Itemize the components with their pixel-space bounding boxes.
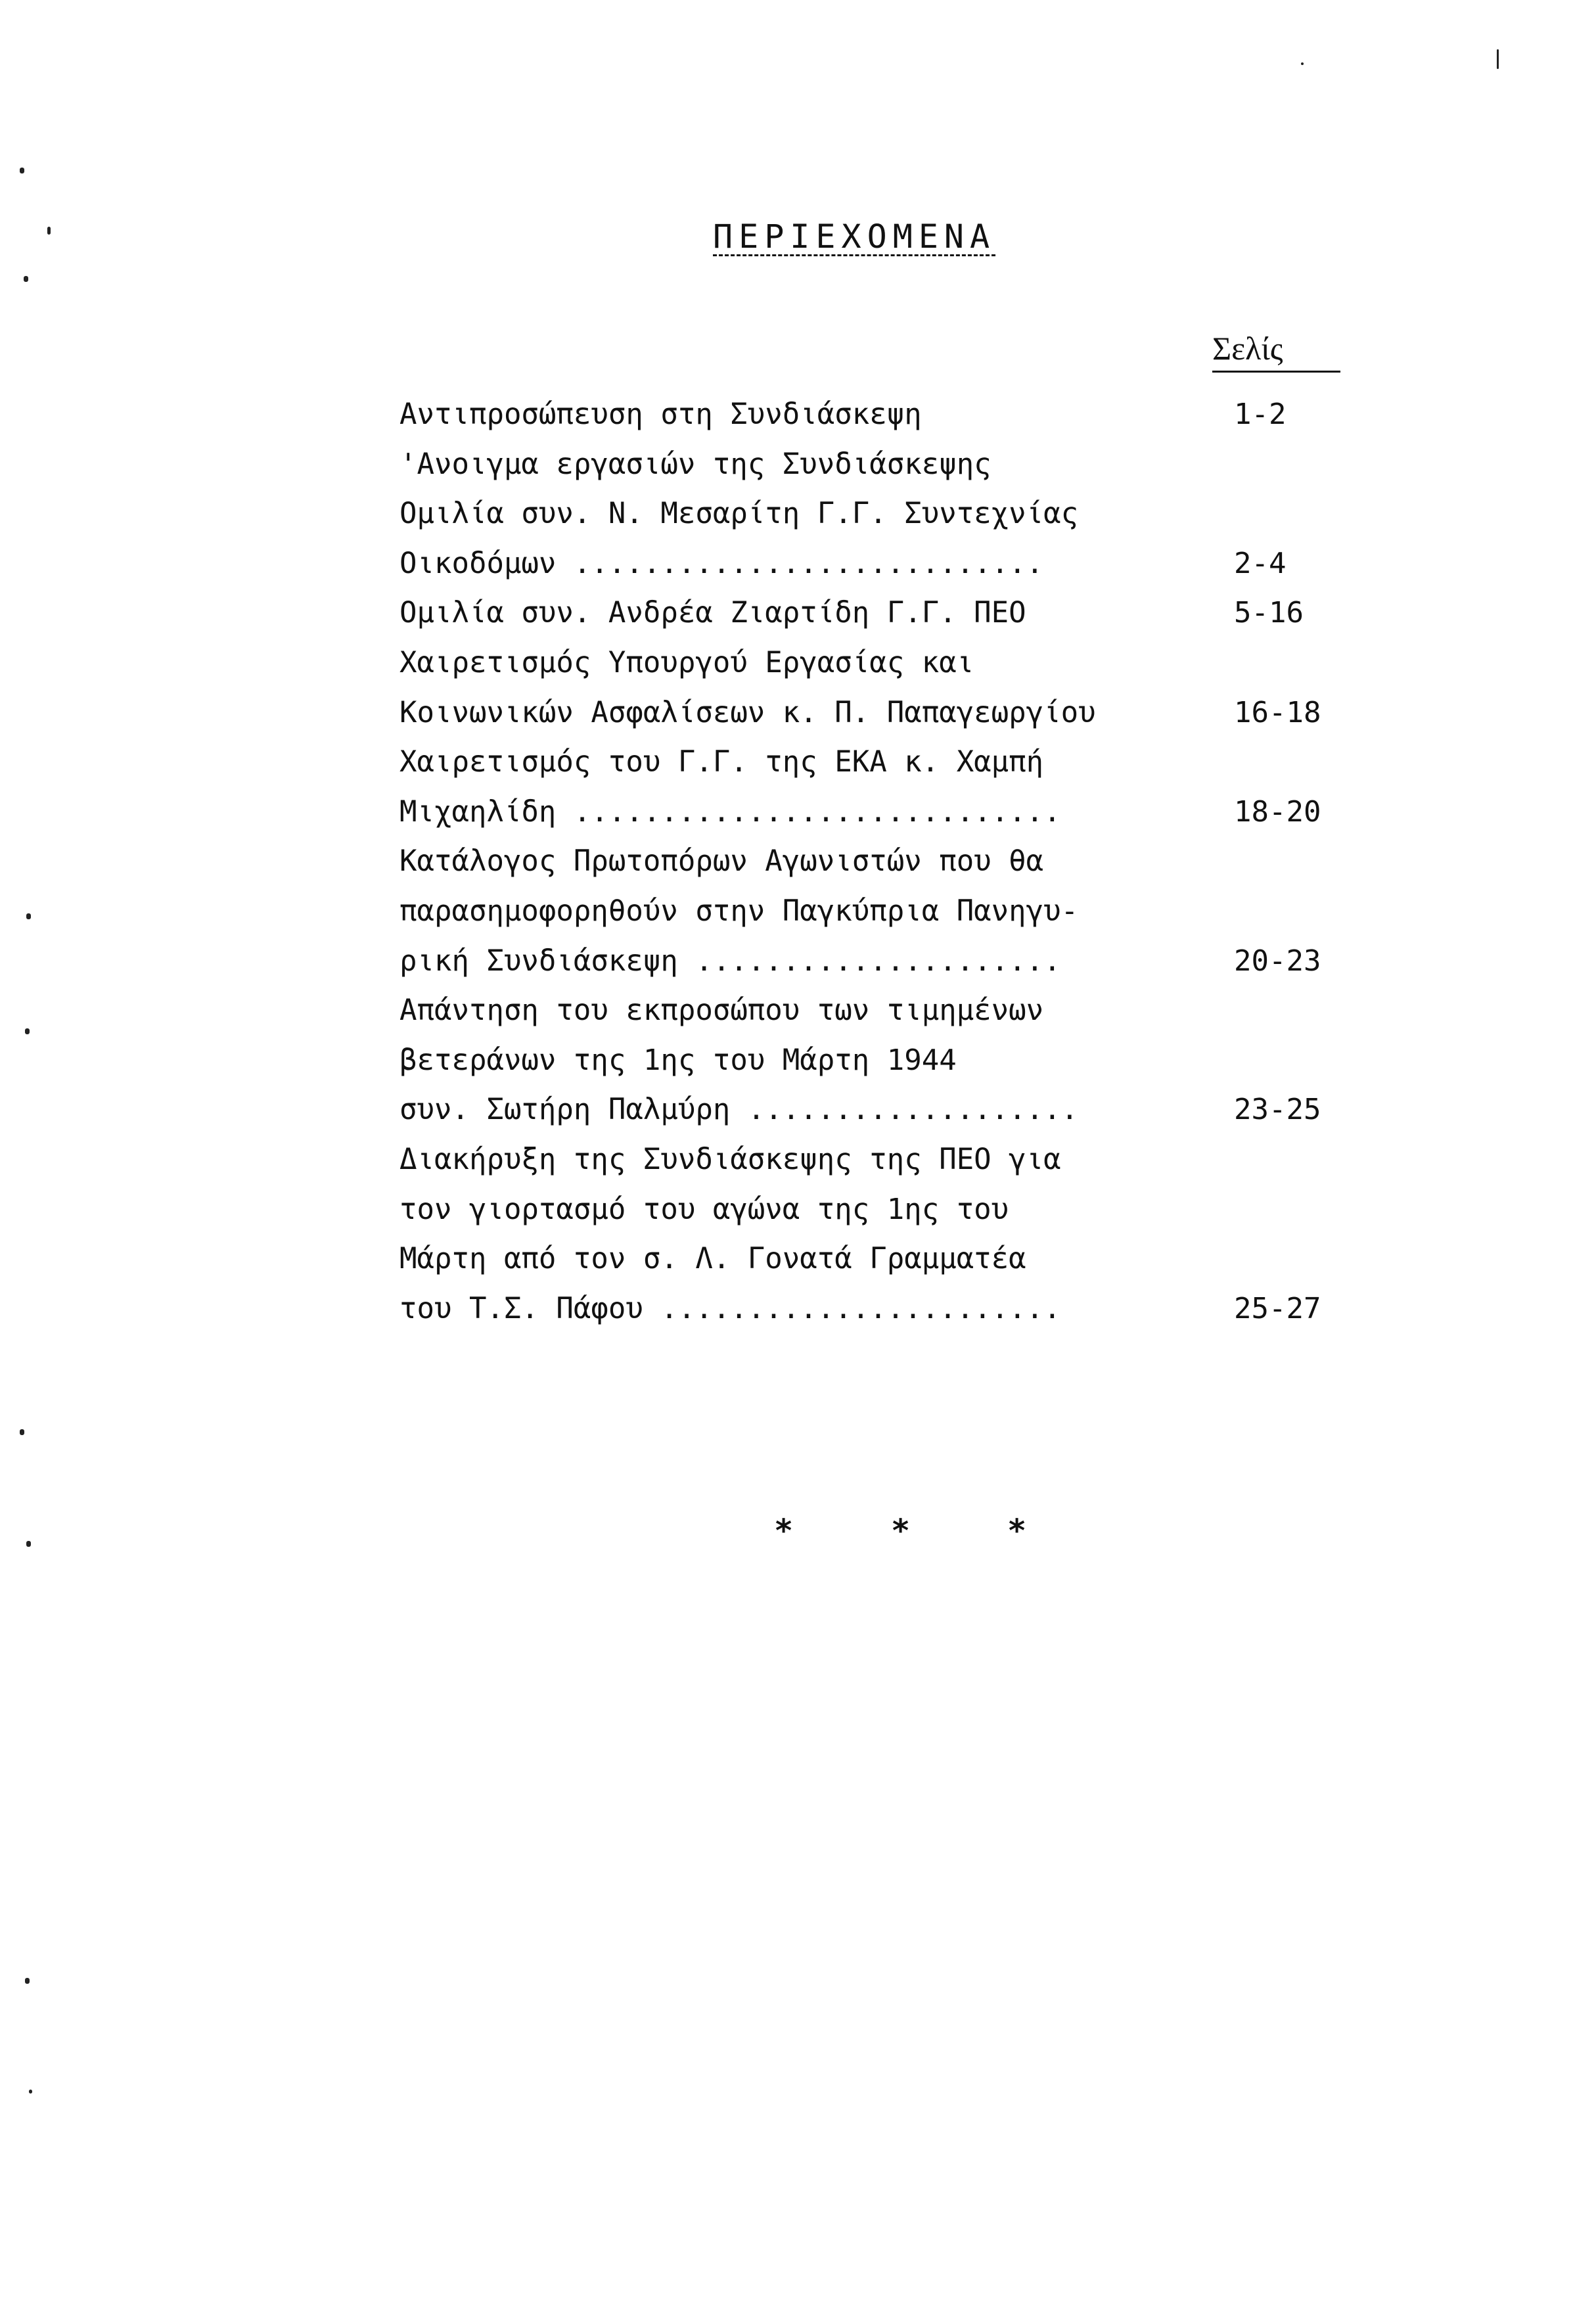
toc-entry-text: του Τ.Σ. Πάφου ....................... [399, 1291, 1061, 1325]
separator-star: * [775, 1513, 792, 1549]
toc-entry-page: 25-27 [1234, 1291, 1321, 1325]
toc-entry-text: Χαιρετισμός του Γ.Γ. της ΕΚΑ κ. Χαμπή [399, 745, 1044, 779]
toc-entry-text: Αντιπροσώπευση στη Συνδιάσκεψη [399, 398, 922, 431]
toc-line [399, 836, 1346, 886]
toc-entry-text: Ομιλία συν. Ανδρέα Ζιαρτίδη Γ.Γ. ΠΕΟ [399, 596, 1026, 630]
toc-line [399, 1234, 1346, 1284]
toc-entry-text: βετεράνων της 1ης του Μάρτη 1944 [399, 1043, 957, 1077]
toc-line [399, 1284, 1346, 1334]
toc-entry-page: 20-23 [1234, 944, 1321, 978]
toc-entry-text: Οικοδόμων ........................... [399, 546, 1044, 580]
toc-entry-text: Απάντηση του εκπροσώπου των τιμημένων [399, 994, 1044, 1028]
scan-speck [1497, 49, 1499, 69]
toc-entry-text: Κοινωνικών Ασφαλίσεων κ. Π. Παπαγεωργίου [399, 695, 1096, 729]
toc-line [399, 390, 1346, 440]
toc-line [399, 737, 1346, 787]
toc-line [399, 588, 1346, 638]
toc-entry-text: συν. Σωτήρη Παλμύρη ................... [399, 1093, 1079, 1127]
toc-line [399, 986, 1346, 1036]
toc-entry-text: Διακήρυξη της Συνδιάσκεψης της ΠΕΟ για [399, 1142, 1061, 1176]
toc-line [399, 688, 1346, 738]
toc-entry-text: παρασημοφορηθούν στην Παγκύπρια Πανηγυ- [399, 894, 1079, 928]
scan-speck [25, 1978, 30, 1984]
scan-speck [1301, 62, 1304, 65]
toc-entry-text: ρική Συνδιάσκεψη ..................... [399, 944, 1061, 978]
toc-line [399, 539, 1346, 589]
scan-speck [20, 168, 24, 173]
toc-entry-text: 'Ανοιγμα εργασιών της Συνδιάσκεψης [399, 447, 992, 481]
toc-entry-page: 2-4 [1234, 546, 1287, 580]
toc-entry-page: 23-25 [1234, 1093, 1321, 1127]
section-separator [0, 1511, 1596, 1557]
toc-entry-text: Κατάλογος Πρωτοπόρων Αγωνιστών που θα [399, 844, 1044, 879]
toc-entry-text: Μιχαηλίδη ............................ [399, 794, 1061, 829]
scan-speck [26, 913, 31, 919]
page-column-header: Σελίς [1212, 329, 1340, 373]
toc-entry-page: 18-20 [1234, 794, 1321, 829]
toc-line [399, 489, 1346, 539]
scan-speck [25, 1028, 30, 1034]
toc-line [399, 936, 1346, 986]
toc-entry-page: 16-18 [1234, 695, 1321, 729]
scan-speck [24, 276, 28, 282]
table-of-contents [399, 390, 1346, 1333]
toc-line [399, 1036, 1346, 1086]
toc-line [399, 1185, 1346, 1235]
separator-star: * [1009, 1513, 1026, 1549]
scan-speck [26, 1541, 31, 1547]
page-title: ΠΕΡΙΕΧΟΜΕΝΑ [713, 218, 996, 256]
toc-line [399, 787, 1346, 837]
toc-entry-text: Ομιλία συν. Ν. Μεσαρίτη Γ.Γ. Συντεχνίας [399, 497, 1079, 531]
scan-speck [29, 2090, 32, 2094]
toc-line [399, 886, 1346, 936]
toc-entry-text: Χαιρετισμός Υπουργού Εργασίας και [399, 645, 974, 679]
toc-line [399, 638, 1346, 688]
toc-entry-page: 5-16 [1234, 596, 1304, 630]
toc-line [399, 1135, 1346, 1185]
toc-line [399, 440, 1346, 490]
toc-entry-page: 1-2 [1234, 398, 1287, 431]
toc-line [399, 1085, 1346, 1135]
separator-star: * [892, 1513, 909, 1549]
toc-entry-text: Μάρτη από τον σ. Λ. Γονατά Γραμματέα [399, 1242, 1026, 1276]
scan-speck [20, 1429, 24, 1435]
toc-entry-text: τον γιορτασμό του αγώνα της 1ης του [399, 1192, 1009, 1226]
scan-speck [47, 227, 51, 235]
